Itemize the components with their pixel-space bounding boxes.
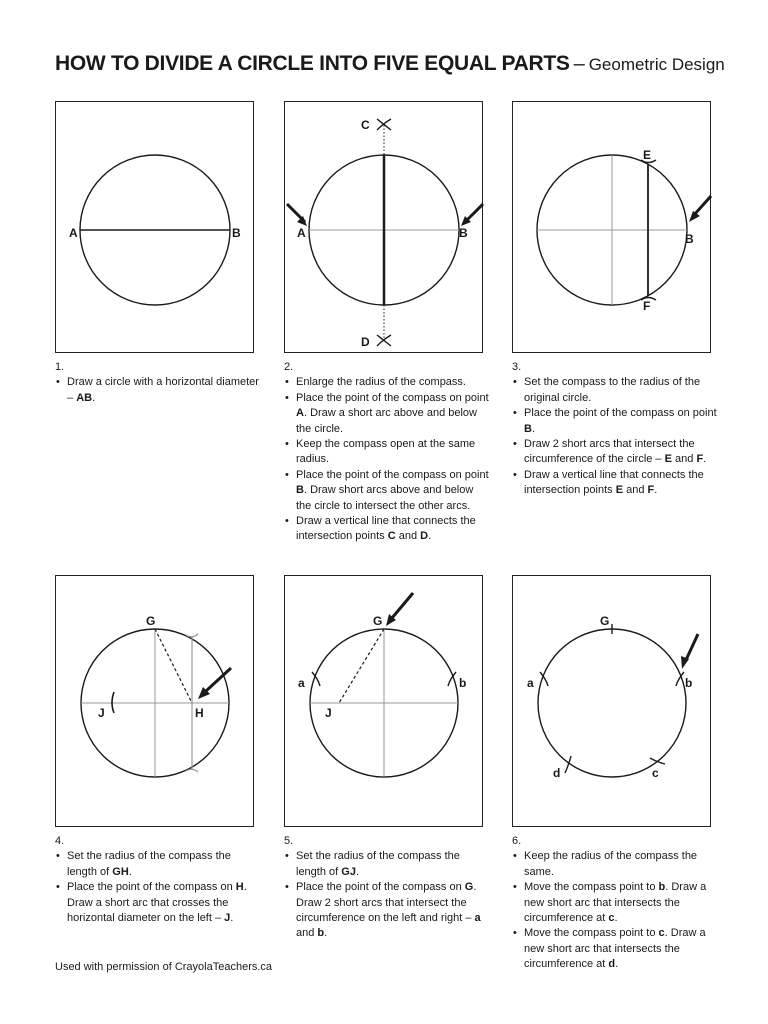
arc-intersection-c (377, 119, 391, 130)
label-b: b (685, 676, 693, 690)
step-list (55, 849, 260, 926)
label-a: a (527, 676, 534, 690)
step-2-diagram (285, 102, 484, 354)
arrow-icon (689, 211, 700, 222)
step-2-instructions (284, 360, 489, 545)
step-item: • Draw a vertical line that connects the intersection points E and F. (512, 468, 717, 499)
circle (538, 629, 686, 777)
label-g: G (600, 614, 610, 628)
step-4-instructions (55, 834, 260, 926)
label-e: E (643, 148, 652, 162)
step-number: 1. (55, 361, 65, 373)
label-c: c (652, 766, 659, 780)
step-item: • Set the radius of the compass the length of GJ. (284, 849, 489, 880)
step-item: • Place the point of the compass on point B. Draw short arcs above and below the circle to intersect the other arcs. (284, 468, 489, 514)
step-item: • Place the point of the compass on point A. Draw a short arc above and below the circle. (284, 391, 489, 437)
label-a: a (298, 676, 305, 690)
dashed-line-gh (155, 629, 192, 703)
title-subtitle: Geometric Design (588, 55, 725, 74)
label-j: J (98, 706, 105, 720)
step-item: • Draw 2 short arcs that intersect the circumference of the circle – E and F. (512, 437, 717, 468)
step-item: • Set the compass to the radius of the original circle. (512, 375, 717, 406)
step-list (284, 849, 489, 941)
diagram-panel-2 (284, 101, 483, 353)
step-6-diagram (513, 576, 712, 828)
label-j: J (325, 706, 332, 720)
title-main: HOW TO DIVIDE A CIRCLE INTO FIVE EQUAL PARTS (55, 52, 570, 75)
diagram-panel-5 (284, 575, 483, 827)
step-number: 3. (512, 361, 522, 373)
step-3-diagram (513, 102, 712, 354)
label-d: d (553, 766, 561, 780)
step-1-diagram (56, 102, 255, 354)
label-f: F (643, 299, 651, 313)
step-item: • Enlarge the radius of the compass. (284, 375, 489, 390)
step-3-instructions (512, 360, 717, 499)
step-item: • Draw a vertical line that connects the intersection points C and D. (284, 514, 489, 545)
diagram-panel-3 (512, 101, 711, 353)
step-6-instructions (512, 834, 717, 973)
label-a: A (69, 226, 78, 240)
diagram-panel-6 (512, 575, 711, 827)
step-list (512, 849, 717, 972)
label-d: D (361, 335, 370, 349)
diagram-panel-1 (55, 101, 254, 353)
page-title (55, 52, 725, 76)
step-number: 5. (284, 835, 294, 847)
arc-c (650, 758, 665, 764)
arrow-icon (694, 196, 711, 215)
arc-e (186, 634, 198, 637)
step-number: 6. (512, 835, 522, 847)
arc-f (186, 769, 198, 772)
step-list (55, 375, 260, 406)
label-g: G (373, 614, 383, 628)
label-h: H (195, 706, 204, 720)
footer-credit: Used with permission of CrayolaTeachers.ca (55, 961, 273, 973)
label-a: A (297, 226, 306, 240)
step-item: • Place the point of the compass on G. Draw 2 short arcs that intersect the circumference on the left and right – a and b. (284, 880, 489, 942)
step-4-diagram (56, 576, 255, 828)
step-number: 2. (284, 361, 294, 373)
label-b: B (232, 226, 241, 240)
label-b: b (459, 676, 467, 690)
step-item: • Draw a circle with a horizontal diameter – AB. (55, 375, 260, 406)
step-list (284, 375, 489, 544)
step-number: 4. (55, 835, 65, 847)
step-item: • Keep the compass open at the same radius. (284, 437, 489, 468)
label-b: B (459, 226, 468, 240)
arrow-icon (392, 593, 413, 618)
step-5-diagram (285, 576, 484, 828)
label-b: B (685, 232, 694, 246)
step-list (512, 375, 717, 498)
step-5-instructions (284, 834, 489, 942)
step-item: • Move the compass point to c. Draw a new short arc that intersects the circumference at d. (512, 926, 717, 972)
arrow-icon (686, 634, 698, 660)
step-item: • Place the point of the compass on H. Draw a short arc that crosses the horizontal diameter on the left – J. (55, 880, 260, 926)
title-separator: – (573, 53, 585, 75)
label-c: C (361, 118, 370, 132)
diagram-panel-4 (55, 575, 254, 827)
step-item: • Place the point of the compass on point B. (512, 406, 717, 437)
step-item: • Set the radius of the compass the length of GH. (55, 849, 260, 880)
step-1-instructions (55, 360, 260, 406)
label-g: G (146, 614, 156, 628)
step-item: • Keep the radius of the compass the same. (512, 849, 717, 880)
step-item: • Move the compass point to b. Draw a new short arc that intersects the circumference at c. (512, 880, 717, 926)
